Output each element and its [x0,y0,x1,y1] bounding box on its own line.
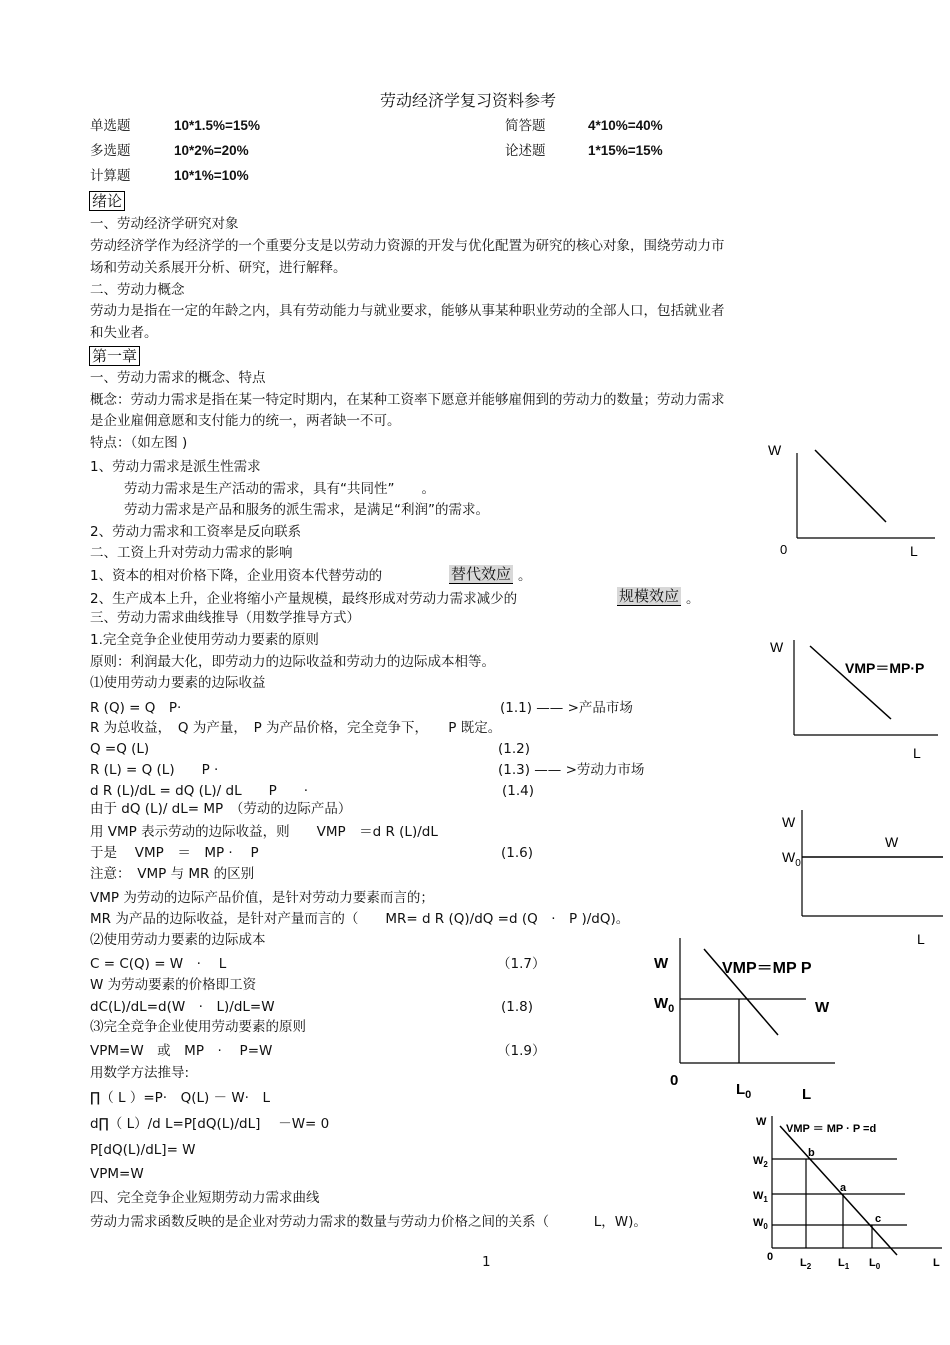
paragraph-line: 和失业者。 [90,325,158,341]
paragraph-line: 劳动力需求函数反映的是企业对劳动力需求的数量与劳动力价格之间的关系（ L，W)。 [90,1214,647,1230]
point-b-label: b [808,1147,815,1159]
wage-line-figure [775,810,945,950]
score-label: 多选题 [90,143,131,159]
axis-label-l: L [802,1086,812,1103]
curve-label: VMP＝MP·P [845,660,925,676]
origin-label: 0 [780,542,788,557]
score-value: 10*2%=20% [174,143,249,158]
equation: VPM=W [90,1166,144,1182]
score-label: 论述题 [505,143,546,159]
paragraph-line: ⑴使用劳动力要素的边际收益 [90,675,266,691]
origin-label: 0 [670,1072,679,1089]
equation: R (Q) = Q P· [90,700,182,716]
wage-w0-label: $W_0$ [782,849,801,869]
paragraph-line: 概念：劳动力需求是指在某一特定时期内，在某种工资率下愿意并能够雇佣到的劳动力的数量；劳动力需求 [90,392,725,408]
paragraph-line: W 为劳动要素的价格即工资 [90,977,257,993]
punctuation: 。 [686,591,700,607]
score-value: 10*1.5%=15% [174,118,260,133]
paragraph-line: 原则：利润最大化，即劳动力的边际收益和劳动力的边际成本相等。 [90,654,495,670]
equation: P[dQ(L)/dL]= W [90,1142,196,1158]
paragraph-line: 1.完全竞争企业使用劳动力要素的原则 [90,632,319,648]
score-label: 单选题 [90,118,131,134]
equation-number: (1.6) [501,845,534,861]
score-value: 1*15%=15% [588,143,663,158]
equation: ∏（ L ）=P· Q(L) － W· L [90,1090,270,1106]
vmp-curve-figure [760,630,945,765]
paragraph-line: 由于 dQ (L)/ dL= MP （劳动的边际产品） [90,801,352,817]
equation-number: （1.9） [497,1043,546,1059]
equation: dC(L)/dL=d(W · L)/dL=W [90,999,275,1015]
heading: 二、劳动力概念 [90,282,185,298]
equation-number: (1.3) —— >劳动力市场 [498,762,645,778]
paragraph-line: 用数学方法推导: [90,1065,190,1081]
equilibrium-figure [650,935,840,1105]
paragraph-line: 场和劳动关系展开分析、研究，进行解释。 [90,260,347,276]
l2-label: $L_2$ [800,1257,812,1271]
equation: 于是 VMP ＝ MP · P [90,845,259,861]
axis-label-w: W [770,639,784,655]
wage-w2-label: $W_2$ [753,1155,768,1169]
axis-label-l: L [933,1257,940,1269]
equation-number: (1.8) [501,999,534,1015]
paragraph-line: R 为总收益， Q 为产量， P 为产品价格，完全竞争下， P 既定。 [90,720,502,736]
score-label: 简答题 [505,118,546,134]
score-value: 4*10%=40% [588,118,663,133]
demand-curve-figure [760,438,940,563]
paragraph-line: 劳动力需求是生产活动的需求，具有“共同性” 。 [124,481,435,497]
list-item: 2、生产成本上升，企业将缩小产量规模，最终形成对劳动力需求减少的 [90,591,518,607]
equation-number: (1.2) [498,741,531,757]
axis-label-l: L [910,543,918,559]
wage-w1-label: $W_1$ [753,1190,768,1204]
equation: d∏（ L）/d L=P[dQ(L)/dL] －W= 0 [90,1116,330,1132]
paragraph-line: 劳动力需求是产品和服务的派生需求，是满足“利润”的需求。 [124,502,489,518]
point-c-label: c [875,1213,882,1225]
axis-label-l: L [917,931,925,947]
equation: Q =Q (L) [90,741,150,757]
axis-label-w: W [654,955,669,972]
paragraph-line: 注意： VMP 与 MR 的区别 [90,866,255,882]
paragraph-line: 用 VMP 表示劳动的边际收益，则 VMP ＝d R (L)/dL [90,824,438,840]
short-run-demand-figure [750,1112,945,1272]
list-item: 1、劳动力需求是派生性需求 [90,459,261,475]
equation: VPM=W 或 MP · P=W [90,1043,273,1059]
axis-label-w: W [756,1116,767,1128]
section-heading: 第一章 [89,346,140,366]
line-label: W [885,834,899,850]
wage-w0-label: $W_0$ [753,1217,768,1231]
section-heading: 绪论 [89,191,125,211]
list-item: 1、资本的相对价格下降，企业用资本代替劳动的 [90,568,383,584]
highlight-term: 规模效应 [619,587,680,605]
l1-label: $L_1$ [838,1257,850,1271]
equation: R (L) = Q (L) P · [90,762,219,778]
score-value: 10*1%=10% [174,168,249,183]
page-title: 劳动经济学复习资料参考 [380,91,557,110]
paragraph-line: 劳动经济学作为经济学的一个重要分支是以劳动力资源的开发与优化配置为研究的核心对象，围绕劳动力市 [90,238,725,254]
punctuation: 。 [518,568,532,584]
heading: 一、劳动经济学研究对象 [90,216,239,232]
heading: 四、完全竞争企业短期劳动力需求曲线 [90,1190,320,1206]
line-label: W [815,999,830,1016]
paragraph-line: ⑵使用劳动力要素的边际成本 [90,932,266,948]
point-a-label: a [840,1182,847,1194]
paragraph-line: 特点：（如左图 ) [90,435,188,451]
origin-label: 0 [767,1251,774,1263]
equation-number: (1.1) —— >产品市场 [500,700,633,716]
axis-label-l: L [913,745,921,761]
axis-label-w: W [782,814,796,830]
equation-number: （1.7） [497,956,546,972]
equation: C = C(Q) = W · L [90,956,227,972]
list-item: 2、劳动力需求和工资率是反向联系 [90,524,302,540]
paragraph-line: 是企业雇佣意愿和支付能力的统一，两者缺一不可。 [90,413,401,429]
page-number: 1 [482,1254,491,1270]
highlight-term: 替代效应 [451,565,512,583]
paragraph-line: 劳动力是指在一定的年龄之内，具有劳动能力与就业要求，能够从事某种职业劳动的全部人口，包括就业者 [90,303,725,319]
l0-label: $L_0$ [869,1257,881,1271]
equation: d R (L)/dL = dQ (L)/ dL P · [90,783,309,799]
curve-label: VMP ＝ MP · P =d [786,1123,877,1135]
l0-label: $L_0$ [736,1081,752,1101]
axis-label-w: W [768,442,782,458]
score-label: 计算题 [90,168,131,184]
paragraph-line: VMP 为劳动的边际产品价值，是针对劳动力要素而言的； [90,890,434,906]
paragraph-line: MR 为产品的边际收益，是针对产量而言的（ MR= d R (Q)/dQ =d (Q · P )/dQ)。 [90,911,630,927]
heading: 三、劳动力需求曲线推导（用数学推导方式） [90,610,360,626]
curve-label: VMP＝MP P [722,960,812,977]
equation-number: (1.4) [502,783,535,799]
heading: 二、工资上升对劳动力需求的影响 [90,545,293,561]
heading: 一、劳动力需求的概念、特点 [90,370,266,386]
paragraph-line: ⑶完全竞争企业使用劳动要素的原则 [90,1019,306,1035]
wage-w0-label: $W_0$ [654,995,675,1015]
